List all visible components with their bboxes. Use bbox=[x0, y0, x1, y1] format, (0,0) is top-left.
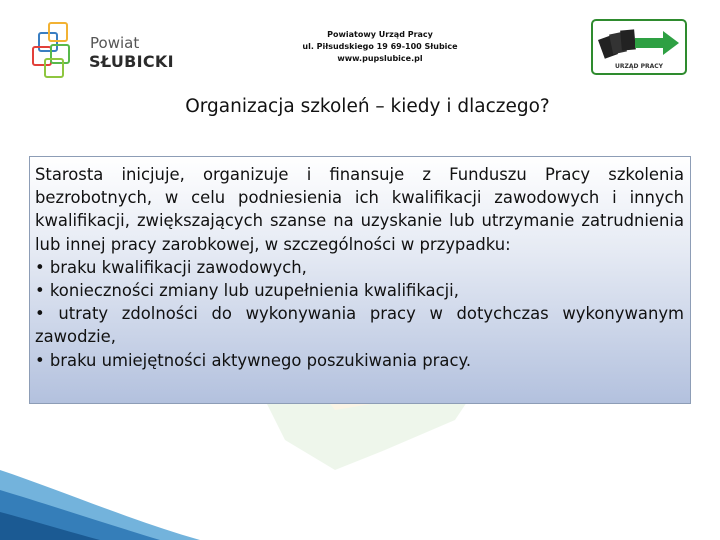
logo-text-slubicki: SŁUBICKI bbox=[89, 52, 174, 71]
office-address: ul. Piłsudskiego 19 69-100 Słubice bbox=[302, 42, 458, 51]
intro-paragraph: Starosta inicjuje, organizuje i finansuje z Funduszu Pracy szkolenia bezrobotnych, w celu podniesienia ich kwalifikacji zawodowych i innych kwalifikacji, zwiększających szanse na uzyskanie lub utrzymanie zatrudnienia lub innej pracy zarobkowej, w szczególności w przypadku: bbox=[35, 165, 684, 254]
powiat-slubicki-logo bbox=[30, 18, 172, 80]
bullet-item: • konieczności zmiany lub uzupełnienia kwalifikacji, bbox=[35, 281, 459, 301]
logo-text-powiat: Powiat bbox=[90, 34, 140, 52]
content-box bbox=[29, 156, 691, 404]
office-website: www.pupslubice.pl bbox=[337, 54, 423, 63]
logo-square-lightgreen bbox=[44, 58, 64, 78]
corner-swoosh-decoration bbox=[0, 450, 200, 540]
bullet-item: • braku umiejętności aktywnego poszukiwania pracy. bbox=[35, 350, 472, 370]
bullet-item: • braku kwalifikacji zawodowych, bbox=[35, 257, 307, 277]
bullet-item: • utraty zdolności do wykonywania pracy w dotychczas wykonywanym zawodzie, bbox=[35, 304, 684, 347]
office-header bbox=[250, 29, 510, 65]
urzad-pracy-emblem-icon bbox=[593, 23, 685, 63]
urzad-pracy-logo bbox=[591, 19, 687, 75]
office-name: Powiatowy Urząd Pracy bbox=[327, 30, 433, 39]
page-title: Organizacja szkoleń – kiedy i dlaczego? bbox=[185, 96, 550, 117]
urzad-pracy-caption: URZĄD PRACY bbox=[615, 63, 663, 70]
logo-square-orange bbox=[48, 22, 68, 42]
